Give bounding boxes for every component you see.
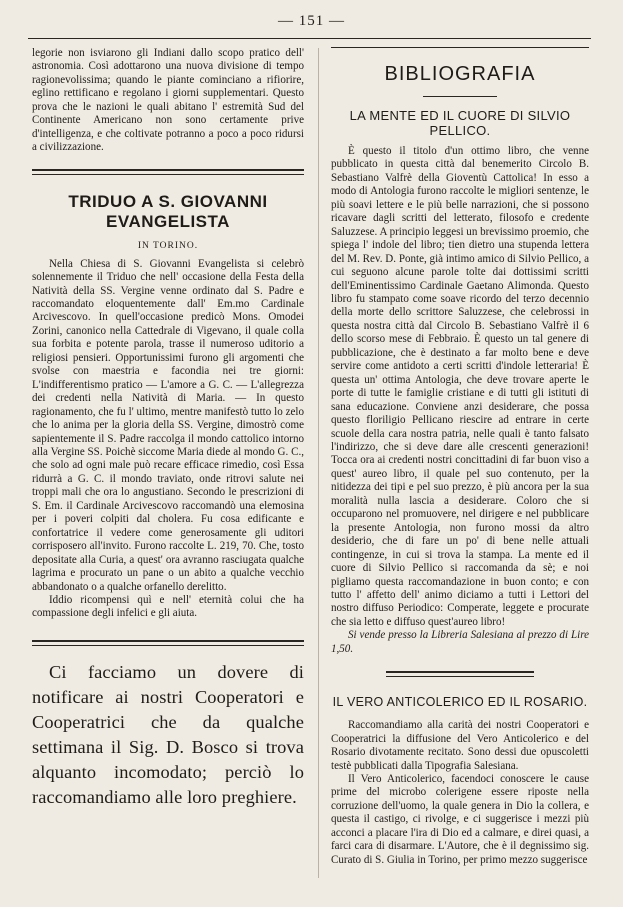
triduo-body: Nella Chiesa di S. Giovanni Evangelista si celebrò solennemente il Triduo che nell' occasione della Festa della Natività della SS. Vergine venne ordinato dal S. Padre e raccomandato eloquentemente dall' Em.mo Cardinale Arcivescovo. In quell'occasione predicò Mons. Omodei Zorini, canonico nella Cattedrale di Vigevano, il quale colla sua forbita e potente parola, trasse il numeroso uditorio a religiosi pensieri. Opportunissimi furono gli argomenti che svolse con maestria e facondia nei tre giorni: L'indifferentismo pratico — L'amore a G. C. — L'allegrezza dei credenti nella Natività di Maria. — In questo ragionamento, che fu l' ultimo, mentre manifestò tutto lo zelo che lo anima per la gloria della SS. Vergine, dimostrò come sapientemente il S. Padre raccolga il mondo cattolico intorno alla Vergine SS. Poichè siccome Maria diede al mondo G. C., che solo ad ogni male può recare efficace rimedio, così Essa ridurrà a G. C. il mondo traviato, onde ritrovi salute nei troppi mali che ora lo angustiano. Secondo le prescrizioni di S. Em. il Cardinale Arcivescovo raccomandò una elemosina per i poveri colpiti dal cholera. Fu cosa edificante e confortatrice il vedere come generosamente gli uditori corrisposero all'invito. Furono raccolte L. 219, 70. Che, tosto depositate alla Curia, a quest' ora avranno rasciugata qualche lagrima e procurato un pane o un abito a qualche vecchio abbandonato o a qualche orfanello derelitto. (32, 257, 304, 593)
book1-price: Si vende presso la Libreria Salesiana al prezzo di Lire 1,50. (331, 629, 589, 655)
health-notice: Ci facciamo un dovere di notificare ai nostri Cooperatori e Cooperatrici che da qualche settimana il Sig. D. Bosco si trova alquanto incomodato; perciò lo raccomandiamo alle loro preghiere. (32, 661, 304, 808)
triduo-place: IN TORINO. (137, 240, 199, 251)
bib-top-rule (331, 47, 589, 48)
triduo-title: TRIDUO A S. GIOVANNI EVANGELISTA (68, 191, 268, 231)
page-number: — 151 — (278, 13, 345, 29)
book2-intro: Raccomandiamo alla carità dei nostri Cooperatori e Cooperatrici la diffusione del Vero Anticolerico e del Rosario divotamente recitato. Sono dessi due opuscoletti testè pubblicati dalla Tipografia Salesiana. (331, 719, 589, 772)
bib-title-rule (423, 96, 497, 97)
book2-description: Il Vero Anticolerico, facendoci conoscere le cause prime del microbo colerigene essere riposte nella corruzione dell'uomo, la quale genera in Dio la collera, e questa il castigo, ci rivolge, e ci suggerisce i mezzi più acconci a placare l'ira di Dio ed a calmare, e direi quasi, a farci cara di disarmare. L'Autore, che è il degnissimo sig. Curato di S. Giulia in Torino, per primo mezzo suggerisce (331, 773, 589, 866)
triduo-closing: Iddio ricompensi quì e nell' eternità colui che ha compassione degli infelici e gli aiuta. (32, 593, 304, 620)
right-column (331, 47, 589, 867)
header-rule (28, 38, 591, 39)
notice-rule (32, 640, 304, 646)
book2-rule (386, 671, 534, 677)
book1-title: LA MENTE ED IL CUORE DI SILVIO PELLICO. (349, 108, 571, 138)
book1-review: È questo il titolo d'un ottimo libro, che venne pubblicato in questa città dal benemerito Circolo B. Sebastiano Valfrè della Gioventù Cattolica! In esso a modo di Antologia furono raccolte le migliori sentenze, le più soavi lettere e le più belle narrazioni, che si possono ricavare dagli scritti del letterato, filosofo e credente Saluzzese. A principio leggesi un brevissimo proemio, che spiega l' indole del libro; tien dietro una stupenda lettera del M. Rev. D. Ponte, già intimo amico di Silvio Pellico, a cui seguono alcune parole tolte dai dottissimi scritti dell'Eminentissimo Cardinale Gaetano Alimonda. Questo libro fu stampato come soave ricordo del terzo decennio della morte dello scrittore Saluzzese, che celebrossi in questa nostra città dal Circolo B. Sebastiano Valfrè il 6 dello scorso mese di Febbraio. È questo un tal genere di pubblicazione, che è destinato a far molto bene e deve servire come antidoto a certi scritti d'indole letteraria! È questa un' ottima Antologia, che deve trovare aperte le porte di tutte le famiglie cristiane e di tutti gli istituti di sana educazione. Conviene anzi desiderare, che possa questo floriligio Pellicano riescire ad entrare in certe scuole della cara nostra patria, nelle quali è tanto falsato l'indirizzo, che si deve dare alle crescenti generazioni! Tocca ora ai credenti nostri concittadini di far buon viso a quest' aureo libro, il quale pel suo contenuto, per la nitidezza dei tipi e pel suo prezzo, è più ancora per la sua moralità nulla lascia a desiderare. Coloro che si occuparono nel promuovere, nel dirigere e nel pubblicare la presente Antologia, non furono mossi da altro desiderio, che di fare un po' di bene nelle attuali contingenze, in cui si trova la stampa. La mente ed il cuore di Silvio Pellico si raccomanda da sè; e noi pigliamo questa raccomandazione in buon conto; e con tutto l' affetto dell' animo diciamo a tutti i Lettori del nostro diffuso Periodico: Comperate, leggete e procurate che sia letto e diffuso quest'aureo libro! (331, 145, 590, 628)
book2-title: IL VERO ANTICOLERICO ED IL ROSARIO. (332, 695, 588, 710)
intro-paragraph: legorie non isviarono gli Indiani dallo scopo pratico dell' astronomia. Così adottarono una nuova divisione di tempo ragionevolissima; quando le piante cominciano a rifiorire, eglino rettificano e regolano i giorni supplementari. Questo prova che le nazioni le quali abitano l' estremità Sud del Continente Americano non sono certamente prive d'intelligenza, e che coltivate potranno a poco a poco ridursi a civilizzazione. (32, 47, 304, 154)
bibliography-title: BIBLIOGRAFIA (384, 63, 536, 85)
column-divider (318, 48, 319, 878)
left-column (32, 47, 304, 810)
section-rule (32, 169, 304, 175)
